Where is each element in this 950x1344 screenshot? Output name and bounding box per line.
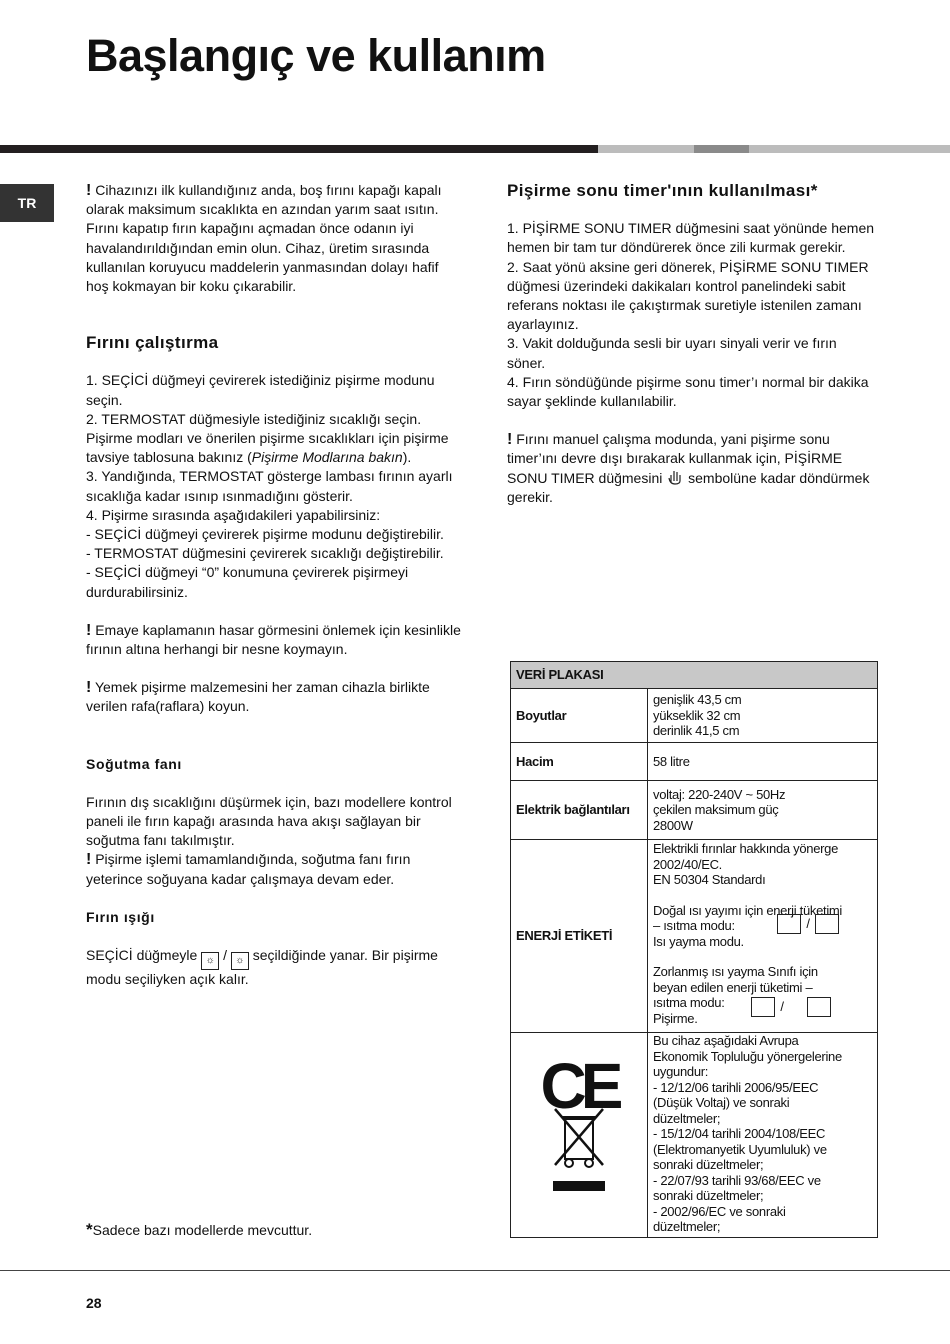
timer-step-1: 1. PİŞİRME SONU TIMER düğmesini saat yönünde hemen hemen bir tam tur döndürerek önce zili kurmak gerekir. (507, 220, 875, 256)
step-4c: - SEÇİCİ düğmeyi “0” konumuna çevirerek pişirmeyi durdurabilirsiniz. (86, 564, 409, 600)
step-4: 4. Pişirme sırasında aşağıdakileri yapabilirsiniz: (86, 506, 381, 523)
warning-icon: ! (86, 621, 92, 639)
energy-value: Elektrikli fırınlar hakkında yönerge 2002/40/EC. EN 50304 Standardı Doğal ısı yayımı için enerji tüketimi – ısıtma modu: / Isı yayma modu. Zorlanmış ısı yayma Sınıfı için beyan edilen enerji tüketimi – ısıtma modu: / Pişirme. (648, 840, 878, 1033)
timer-step-2: 2. Saat yönü aksine geri dönerek, PİŞİRME SONU TIMER düğmesi üzerindeki dakikaları kontrol panelindeki sabit referans noktası ile çakıştırmak suretiyle istenilen zamanı ayarlayınız. (507, 258, 869, 333)
step-2-reference: Pişirme Modlarına bakın (251, 449, 403, 466)
left-column (86, 181, 464, 989)
header-rule-light-end (749, 145, 950, 153)
data-plate-table (510, 661, 878, 1238)
weee-bar (553, 1181, 605, 1191)
start-steps (86, 371, 464, 601)
fan-text: Fırının dış sıcaklığını düşürmek için, bazı modellere kontrol paneli ile fırın kapağı arasında hava akışı sağlayan bir soğutma fanı takılmıştır. (86, 793, 452, 849)
asterisk-icon: * (86, 1220, 93, 1239)
header-rule-mid (694, 145, 749, 153)
footnote: *Sadece bazı modellerde mevcuttur. (86, 1220, 313, 1239)
static-oven-icon (815, 914, 839, 934)
start-heading: Fırını çalıştırma (86, 333, 219, 353)
hand-icon (666, 469, 684, 485)
step-1: 1. SEÇİCİ düğmeyi çevirerek istediğiniz pişirme modunu seçin. (86, 372, 435, 408)
dimensions-label: Boyutlar (511, 689, 648, 743)
ce-text: Bu cihaz aşağıdaki Avrupa Ekonomik Topluluğu yönergelerine uygundur: - 12/12/06 tarihli 2006/95/EEC (Düşük Voltaj) ve sonraki düzeltmeler; - 15/12/04 tarihli 2004/108/EEC (Elektromanyetik Uyumluluk) ve sonraki düzeltmeler; - 22/07/93 tarihli 93/68/EEC ve sonraki düzeltmeler; - 2002/96/EC ve sonraki düzeltmeler; (648, 1033, 878, 1238)
weee-bin-icon (549, 1105, 609, 1175)
lamp-icon: ☼ (201, 952, 219, 970)
step-4a: - SEÇİCİ düğmeyi çevirerek pişirme modunu değiştirebilir. (86, 526, 444, 543)
rack-warning: ! Yemek pişirme malzemesini her zaman cihazla birlikte verilen rafa(raflara) koyun. (86, 679, 430, 715)
table-row (511, 662, 878, 689)
step-2: 2. TERMOSTAT düğmesiyle istediğiniz sıcaklığı seçin. Pişirme modları ve önerilen pişirme sıcaklıkları için pişirme tavsiye tablosuna bakınız (Pişirme Modlarına bakın). (86, 410, 449, 466)
timer-heading: Pişirme sonu timer'ının kullanılması* (507, 181, 818, 200)
ce-mark-logo: CE (540, 1050, 618, 1123)
language-tab: TR (0, 184, 54, 222)
electrical-value: voltaj: 220-240V ~ 50Hz çekilen maksimum güç 2800W (648, 781, 878, 840)
volume-label: Hacim (511, 743, 648, 781)
intro-paragraph: ! Cihazınızı ilk kullandığınız anda, boş fırını kapağı kapalı olarak maksimum sıcaklıkta en azından yarım saat ısıtın. Fırını kapatıp fırın kapağını açmadan önce odanın iyi havalandırıldığından emin olun. Cihaz, üretim sırasında kullanılan koruyucu maddelerin yanmasından dolayı hafif hoş kokmayan bir koku çıkarabilir. (86, 182, 442, 295)
energy-label: ENERJİ ETİKETİ (511, 840, 648, 1033)
light-heading: Fırın ışığı (86, 908, 155, 925)
dimensions-value: genişlik 43,5 cm yükseklik 32 cm derinlik 41,5 cm (648, 689, 878, 743)
table-row (511, 781, 878, 840)
fan-grill-icon (807, 997, 831, 1017)
table-row (511, 743, 878, 781)
footer-rule (0, 1270, 950, 1271)
warning-icon: ! (86, 182, 92, 199)
table-row (511, 689, 878, 743)
timer-steps (507, 219, 877, 411)
header-rule-dark (0, 145, 598, 153)
ce-cell (511, 1033, 648, 1238)
warning-icon: ! (86, 679, 92, 697)
page-number: 28 (86, 1295, 102, 1311)
warning-icon: ! (507, 431, 513, 449)
timer-step-3: 3. Vakit dolduğunda sesli bir uyarı sinyali verir ve fırın söner. (507, 335, 837, 371)
timer-step-4: 4. Fırın söndüğünde pişirme sonu timer’ı normal bir dakika sayar şeklinde kullanılabilir. (507, 373, 869, 410)
natural-convection-icon (777, 914, 801, 934)
fan-oven-icon (751, 997, 775, 1017)
header-rule-light (598, 145, 694, 153)
table-row (511, 1033, 878, 1238)
table-row (511, 840, 878, 1033)
fan-warning: ! Pişirme işlemi tamamlandığında, soğutma fanı fırın yeterince soğuyana kadar çalışmaya devam eder. (86, 851, 411, 887)
electrical-label: Elektrik bağlantıları (511, 781, 648, 840)
lamp-grill-icon: ☼ (231, 952, 249, 970)
warning-icon: ! (86, 851, 92, 869)
right-column (507, 181, 877, 507)
timer-warning: ! Fırını manuel çalışma modunda, yani pişirme sonu timer’ını devre dışı bırakarak kullanmak için, PİŞİRME SONU TIMER düğmesini sembolüne kadar döndürmek gerekir. (507, 431, 870, 505)
page-title: Başlangıç ve kullanım (86, 30, 546, 81)
fan-heading: Soğutma fanı (86, 755, 182, 772)
volume-value: 58 litre (648, 743, 878, 781)
enamel-warning: ! Emaye kaplamanın hasar görmesini önlemek için kesinlikle fırının altına herhangi bir nesne koymayın. (86, 621, 461, 658)
step-4b: - TERMOSTAT düğmesini çevirerek sıcaklığı değiştirebilir. (86, 545, 444, 562)
light-text: SEÇİCİ düğmeyle ☼ / ☼ seçildiğinde yanar. Bir pişirme modu seçiliyken açık kalır. (86, 947, 438, 988)
step-3: 3. Yandığında, TERMOSTAT gösterge lambası fırının ayarlı sıcaklığa kadar ısınıp ısınmadığını gösterir. (86, 468, 453, 504)
plate-heading: VERİ PLAKASI (511, 662, 878, 689)
